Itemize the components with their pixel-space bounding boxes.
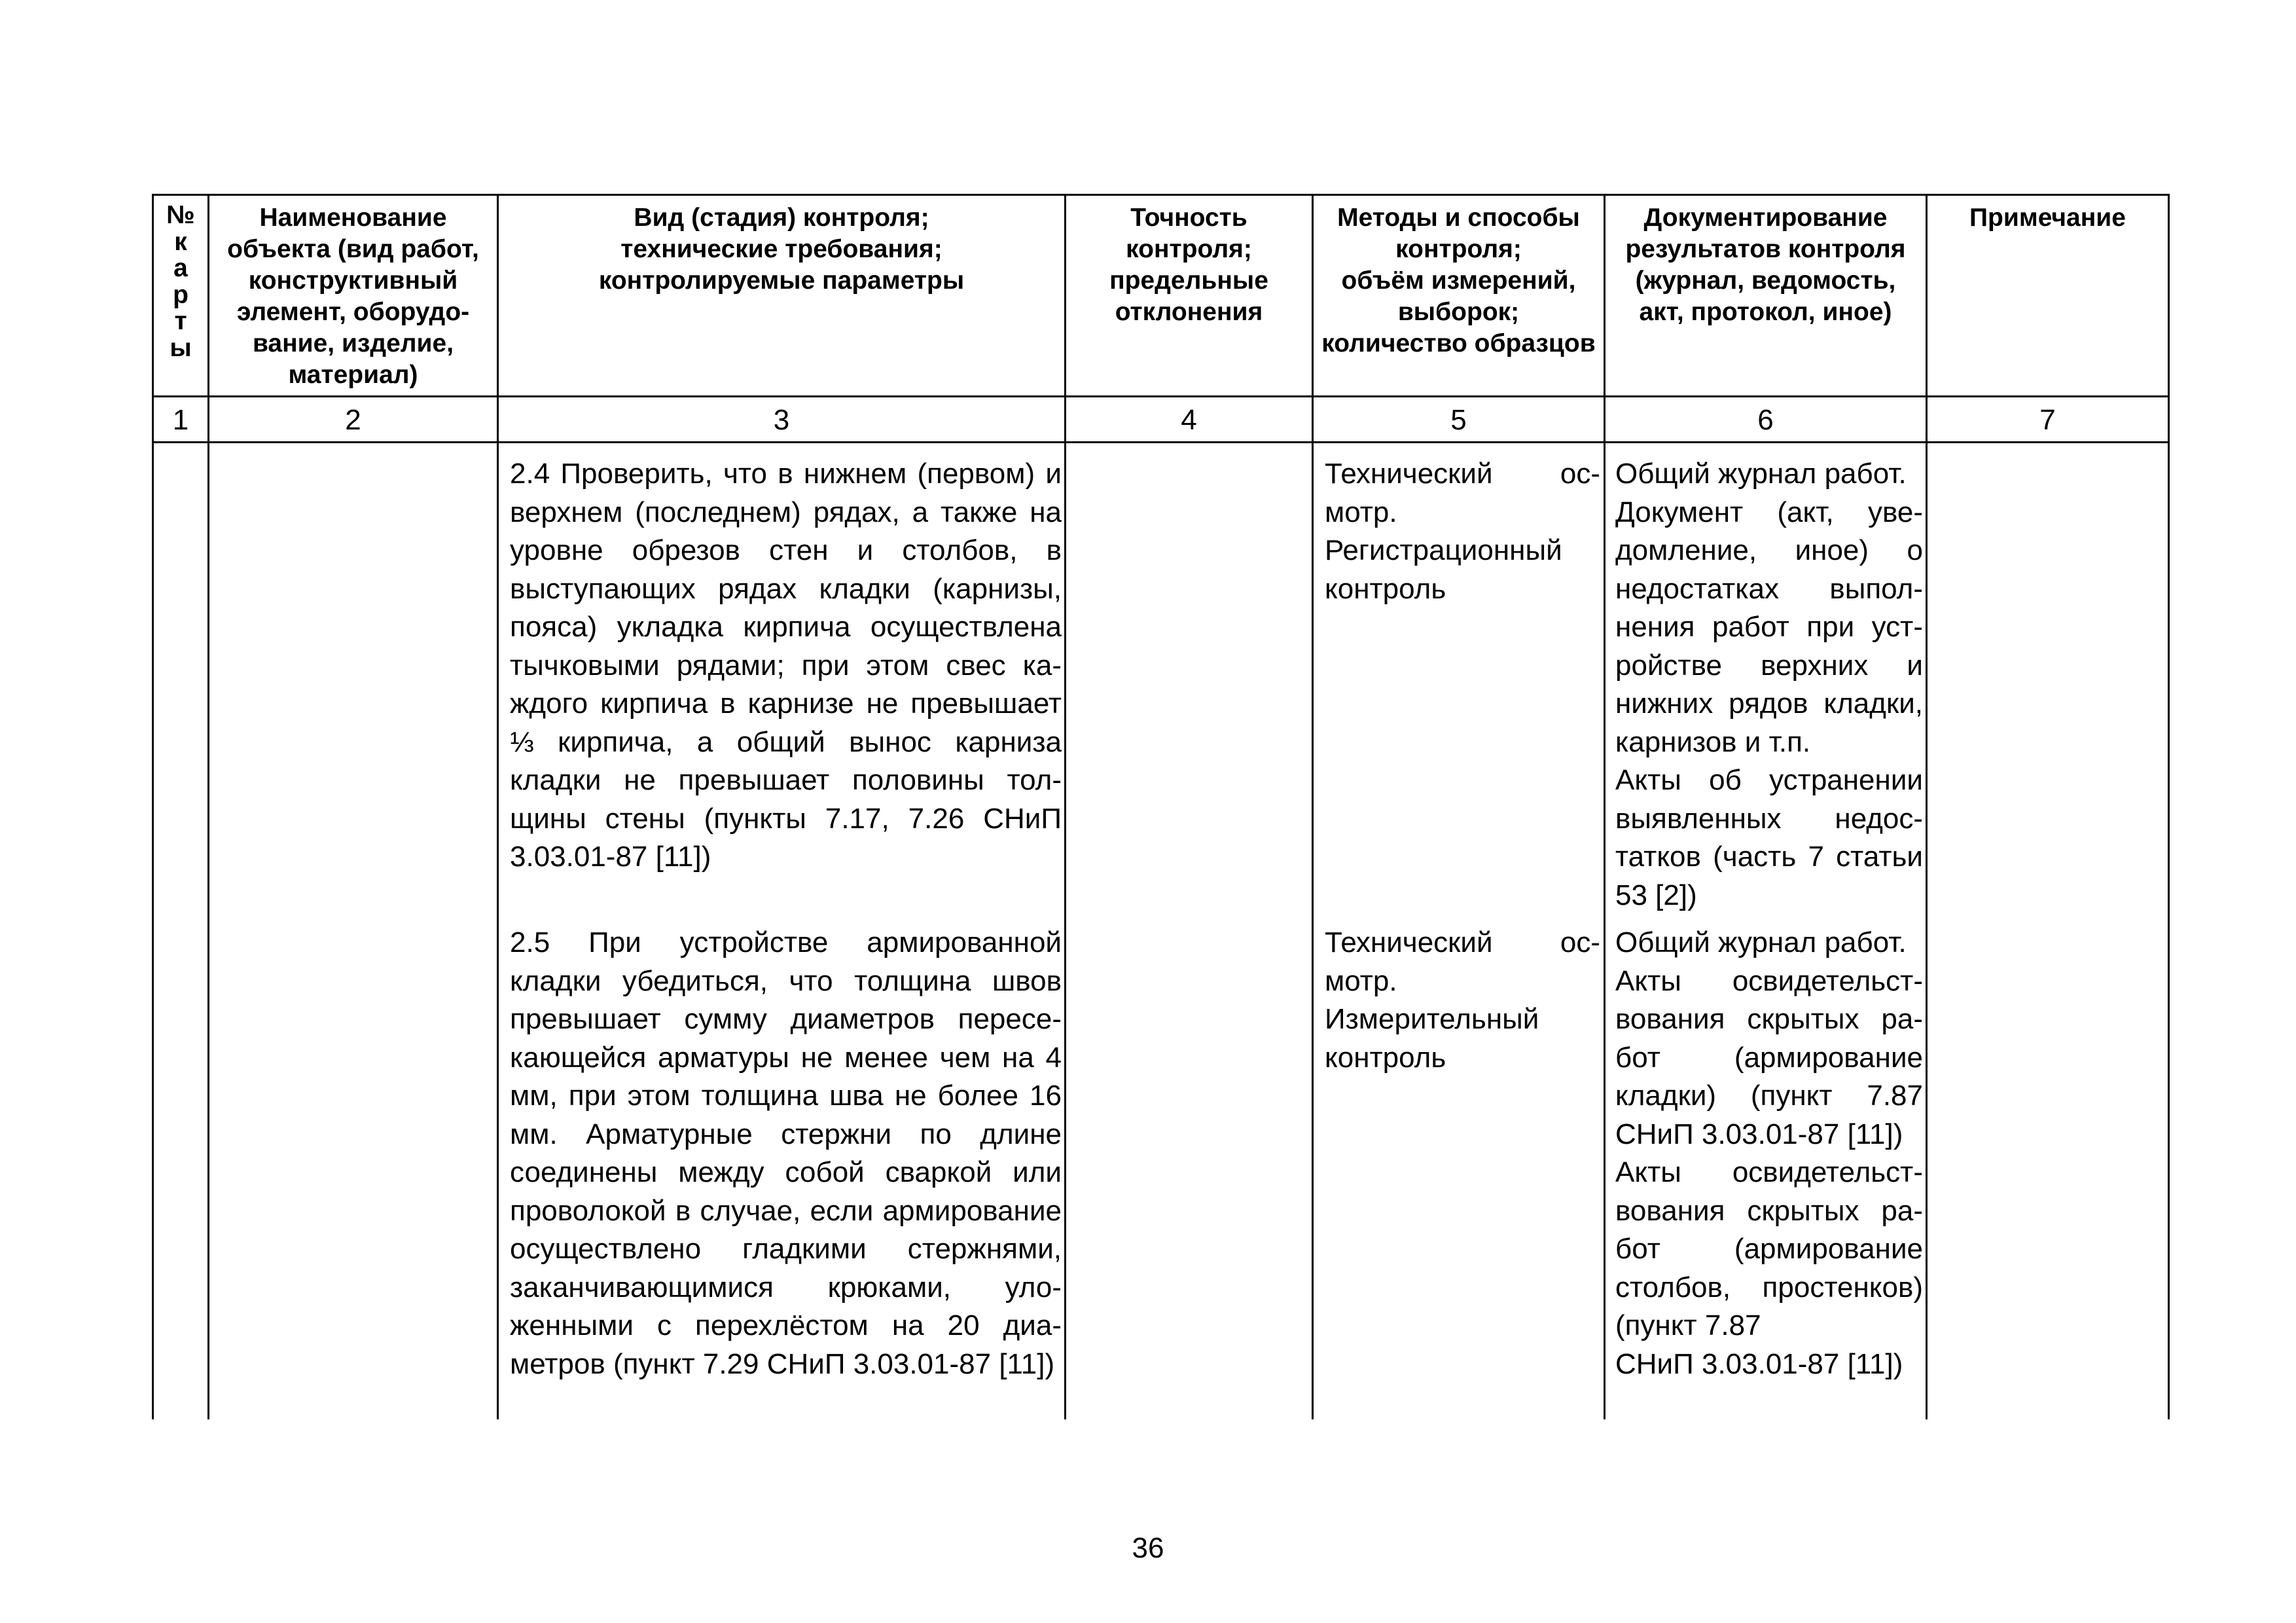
method-line: Измерительный контроль	[1325, 1003, 1539, 1074]
header-documentation: Документирование результатов контроля (журнал, ведомость, акт, протокол, иное)	[1625, 204, 1906, 326]
column-number: 1	[172, 404, 189, 436]
documentation-line: Акты освидетельствования скрытых работ (армирование столбов, простенков) (пункт 7.87	[1615, 1156, 1923, 1341]
table-row-requirement: 2.5 При устройстве армированной кладки убедиться, что толщина швов превышает сумму диаметров пересекающейся арматуры не менее чем на 4 мм, при этом толщина шва не более 16 мм. Арматурные стержни по длине соединены между собой сваркой или проволокой в случае, если армирование осуществлено гладкими стержнями, заканчивающимися крюками, уложенными с перехлёстом на 20 диаметров (пункт 7.29 СНиП 3.03.01-87 [11])	[510, 926, 1062, 1380]
column-number: 4	[1181, 404, 1197, 436]
column-number: 5	[1450, 404, 1467, 436]
column-number: 3	[773, 404, 790, 436]
table-row-methods	[1325, 455, 1600, 608]
table-row-requirement: 2.4 Проверить, что в нижнем (первом) и верхнем (последнем) рядах, а также на уровне обрезов стен и столбов, в выступающих рядах кладки (карнизы, пояса) укладка кирпича осуществлена тычковыми рядами; при этом свес каждого кирпича в карнизе не превышает ⅓ кирпича, а общий вынос карниза кладки не превышает половины толщины стены (пункты 7.17, 7.26 СНиП 3.03.01-87 [11])	[510, 458, 1062, 873]
header-card-number: № к а р т ы	[166, 201, 195, 362]
documentation-line: Общий журнал работ.	[1615, 458, 1907, 490]
header-control-methods: Методы и способы контроля; объём измерений, выборок; количество образцов	[1321, 204, 1596, 357]
header-object-name: Наименование объекта (вид работ, конструктивный элемент, оборудо- вание, изделие, материал)	[227, 204, 479, 389]
documentation-line: Общий журнал работ.	[1615, 926, 1907, 958]
method-line: Технический осмотр.	[1325, 458, 1600, 528]
header-control-type: Вид (стадия) контроля; технические требования; контролируемые параметры	[598, 204, 965, 295]
table-row-documentation	[1615, 455, 1923, 915]
header-control-accuracy: Точность контроля; предельные отклонения	[1109, 204, 1268, 326]
documentation-line: Акты освидетельствования скрытых работ (армирование кладки) (пункт 7.87 СНиП 3.03.01-87 [11])	[1615, 964, 1923, 1150]
column-number: 2	[345, 404, 361, 436]
method-line: Технический осмотр.	[1325, 926, 1600, 997]
table-row-documentation	[1615, 924, 1923, 1383]
page-number: 36	[1132, 1532, 1164, 1564]
column-number: 6	[1757, 404, 1774, 436]
documentation-line: Документ (акт, уведомление, иное) о недостатках выполнения работ при устройстве верхних и нижних рядов кладки, карнизов и т.п.	[1615, 496, 1923, 758]
table-row-methods	[1325, 924, 1600, 1077]
method-line: Регистрационный контроль	[1325, 534, 1562, 605]
header-note: Примечание	[1969, 204, 2126, 232]
documentation-line: Акты об устранении выявленных недостатков (часть 7 статьи 53 [2])	[1615, 764, 1923, 911]
documentation-line: СНиП 3.03.01-87 [11])	[1615, 1347, 1903, 1380]
column-number: 7	[2039, 404, 2056, 436]
